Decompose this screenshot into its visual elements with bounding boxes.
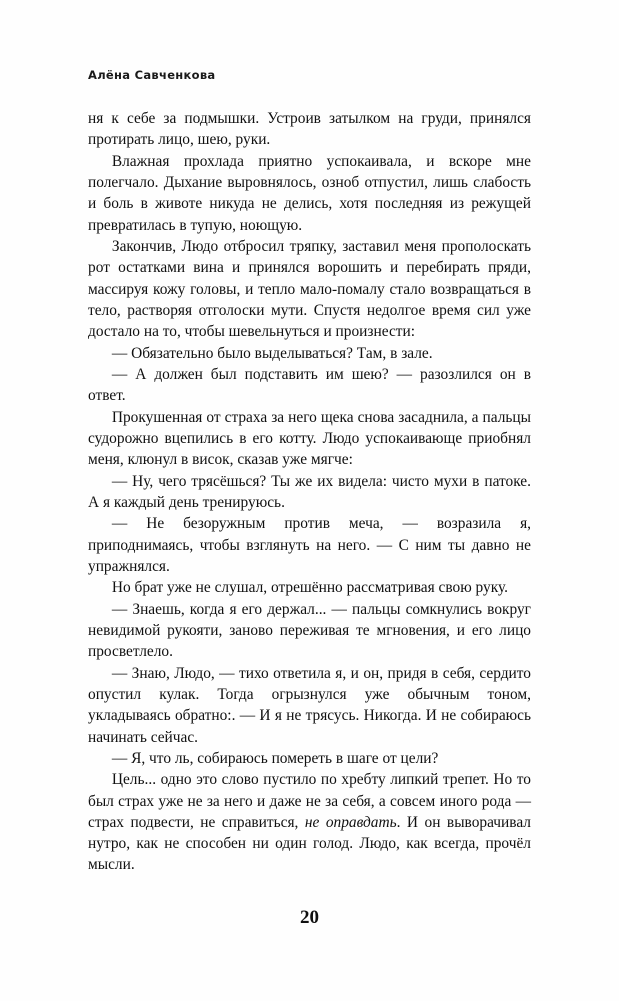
paragraph: — Ну, чего трясёшься? Ты же их видела: чисто мухи в патоке. А я каждый день тренируюсь. — [88, 472, 531, 511]
paragraph: — Не безоружным против меча, — возразила я, приподнимаясь, чтобы взглянуть на него. — С ним ты давно не упражнялся. — [88, 515, 531, 575]
paragraph: Закончив, Людо отбросил тряпку, заставил меня прополоскать рот остатками вина и принялся ворошить и перебирать пряди, массируя кожу головы, и тепло мало-помалу стало возвращаться в тело, растворяя отголоски мути. Спустя недолгое время сил уже достало на то, чтобы шевельнуться и произнести: — [88, 237, 531, 341]
paragraph: Но брат уже не слушал, отрешённо рассматривая свою руку. — [111, 579, 509, 597]
paragraph: — Знаю, Людо, — тихо ответила я, и он, придя в себя, сердито опустил кулак. Тогда огрызнулся уже обычным тоном, укладываясь обратно:. — И я не трясусь. Никогда. И не собираюсь начинать сейчас. — [88, 664, 531, 746]
paragraph: Цель... одно это слово пустило по хребту липкий трепет. Но то был страх уже не за него и даже не за себя, а совсем иного рода — страх подвести, не справиться, не оправдать. И он выворачивал нутро, как не способен ни один голод. Людо, как всегда, прочёл мысли. — [88, 771, 531, 874]
paragraph: Влажная прохлада приятно успокаивала, и вскоре мне полегчало. Дыхание выровнялось, озноб отпустил, лишь слабость и боль в животе никуда не делись, хотя последняя из режущей превратилась в тупую, ноющую. — [88, 152, 531, 234]
running-head-author: Алёна Савченкова — [88, 68, 216, 82]
paragraph: Прокушенная от страха за него щека снова засаднила, а пальцы судорожно вцепились в его котту. Людо успокаивающе приобнял меня, клюнул в висок, сказав уже мягче: — [88, 408, 531, 469]
paragraph: — Я, что ль, собираюсь помереть в шаге от цели? — [111, 749, 439, 767]
paragraph: — Знаешь, когда я его держал... — пальцы сомкнулись вокруг невидимой рукояти, заново переживая те мгновения, и его лицо просветлело. — [88, 600, 531, 661]
paragraph: ня к себе за подмышки. Устроив затылком на груди, принялся протирать лицо, шею, руки. — [88, 110, 531, 149]
paragraph: — Обязательно было выделываться? Там, в зале. — [111, 344, 433, 362]
page-body — [88, 108, 531, 876]
page-number: 20 — [300, 907, 319, 928]
paragraph: — А должен был подставить им шею? — разозлился он в ответ. — [88, 365, 531, 405]
